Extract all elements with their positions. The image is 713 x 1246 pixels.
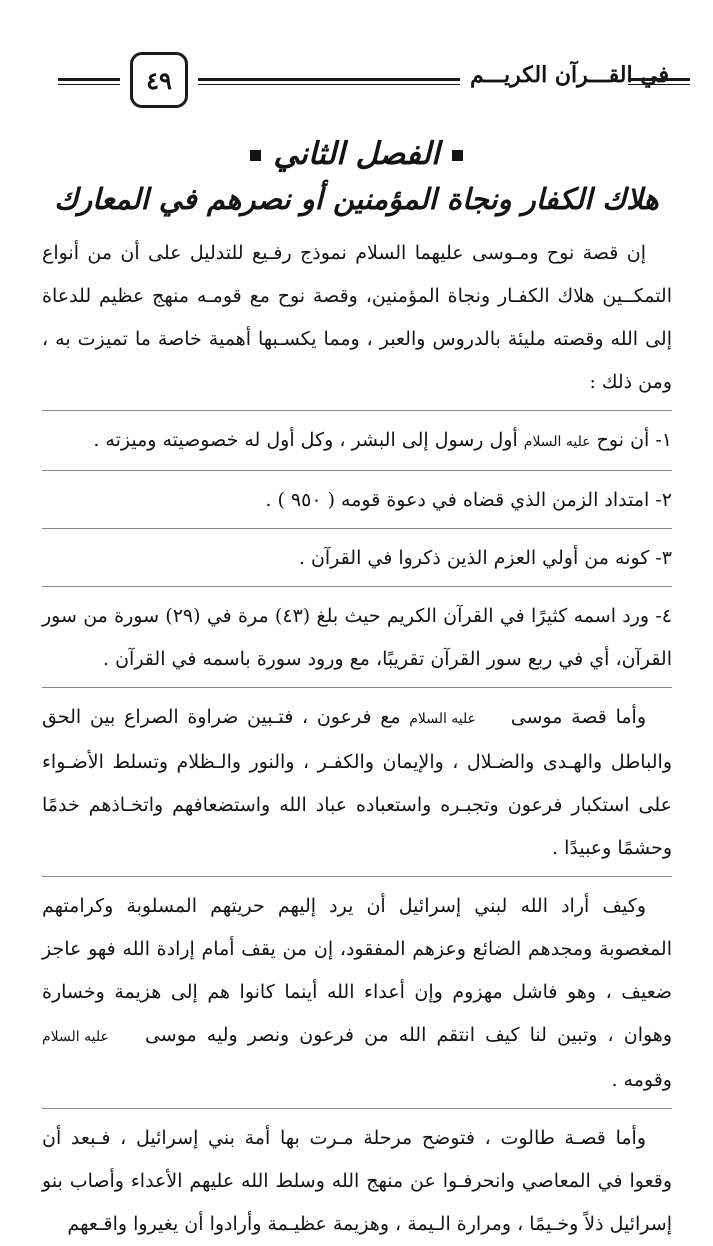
- page-number: ٤٩: [146, 65, 172, 95]
- peace-be-upon-him-symbol: عليه السلام: [523, 434, 591, 450]
- intro-paragraph: إن قصة نوح ومـوسى عليهما السلام نموذج رفـيع للتدليل على أن من أنواع التمكــين هلاك الكفـار ونجاة المؤمنين، وقصة نوح مع قومـه منهج عظيم للدعاة إلى الله وقصته مليئة بالدروس والعبر ، ومما يكسـبها أهمية خاصة ما تميزت به ، ومن ذلك :: [42, 242, 672, 393]
- talut-paragraph: وأما قصـة طالوت ، فتوضح مرحلة مـرت بها أمة بني إسرائيل ، فـبعد أن وقعوا في المعاصي وانحرفـوا عن منهج الله وسلط الله عليهم الأعداء وأصاب بنو إسرائيل ذلاً وخـيمًا ، ومرارة الـيمة ، وهزيمة عظيـمة وأرادوا أن يغيروا واقـعهم: [42, 1127, 672, 1235]
- peace-be-upon-him-symbol: عليه السلام: [409, 711, 477, 727]
- running-header: [58, 44, 690, 114]
- square-bullet-icon: [250, 150, 261, 161]
- divider: [42, 687, 672, 688]
- square-bullet-icon: [452, 150, 463, 161]
- chapter-label: الفصل الثاني: [273, 136, 440, 172]
- divider: [42, 410, 672, 411]
- list-item: ١- أن نوح عليه السلام أول رسول إلى البشر ، وكل أول له خصوصيته وميزته .: [42, 419, 672, 464]
- peace-be-upon-him-symbol: عليه السلام: [42, 1029, 109, 1045]
- divider: [42, 876, 672, 877]
- body-text: [42, 232, 672, 1246]
- page-number-box: [130, 52, 188, 108]
- musa-paragraph: وأما قصة موسى عليه السلام مع فرعون ، فتـبين ضراوة الصراع بين الحق والباطل والهـدى والضـلال ، والإيمان والكفـر ، والنور والـظلام وتسلط الأضـواء على استكبار فرعون وتجبـره واستعباده عباد الله واستضعافهم واتخـاذهم خدمًا وحشمًا وعبيدًا .: [42, 696, 672, 870]
- running-title: في القـــرآن الكريـــم: [470, 62, 670, 88]
- header-rule-right: [628, 78, 690, 85]
- header-rule-middle: [198, 78, 460, 85]
- list-item: ٤- ورد اسمه كثيرًا في القرآن الكريم حيث بلغ (٤٣) مرة في (٢٩) سورة من سور القرآن، أي في ربع سور القرآن تقريبًا، مع ورود سورة باسمه في القرآن .: [42, 605, 673, 670]
- list-item: ٢- امتداد الزمن الذي قضاه في دعوة قومه ( ٩٥٠ ) .: [265, 489, 672, 511]
- divider: [42, 470, 672, 471]
- divider: [42, 1108, 672, 1109]
- section-title: هلاك الكفار ونجاة المؤمنين أو نصرهم في المعارك: [54, 182, 659, 216]
- israel-paragraph: وكيف أراد الله لبني إسرائيل أن يرد إليهم حريتهم المسلوبة وكرامتهم المغصوبة ومجدهم الضائع وعزهم المفقود، إن من يقف أمام إرادة الله فهو عاجز ضعيف ، وهو فاشل مهزوم وإن أعداء الله أينما كانوا هم إلى هزيمة وخسارة وهوان ، وتبين لنا كيف انتقم الله من فرعون ونصر وليه موسى عليه السلام وقومه .: [42, 895, 672, 1091]
- header-rule-left: [58, 78, 120, 85]
- divider: [42, 586, 672, 587]
- chapter-heading: [0, 136, 713, 172]
- list-item: ٣- كونه من أولي العزم الذين ذكروا في القرآن .: [298, 547, 672, 569]
- divider: [42, 528, 672, 529]
